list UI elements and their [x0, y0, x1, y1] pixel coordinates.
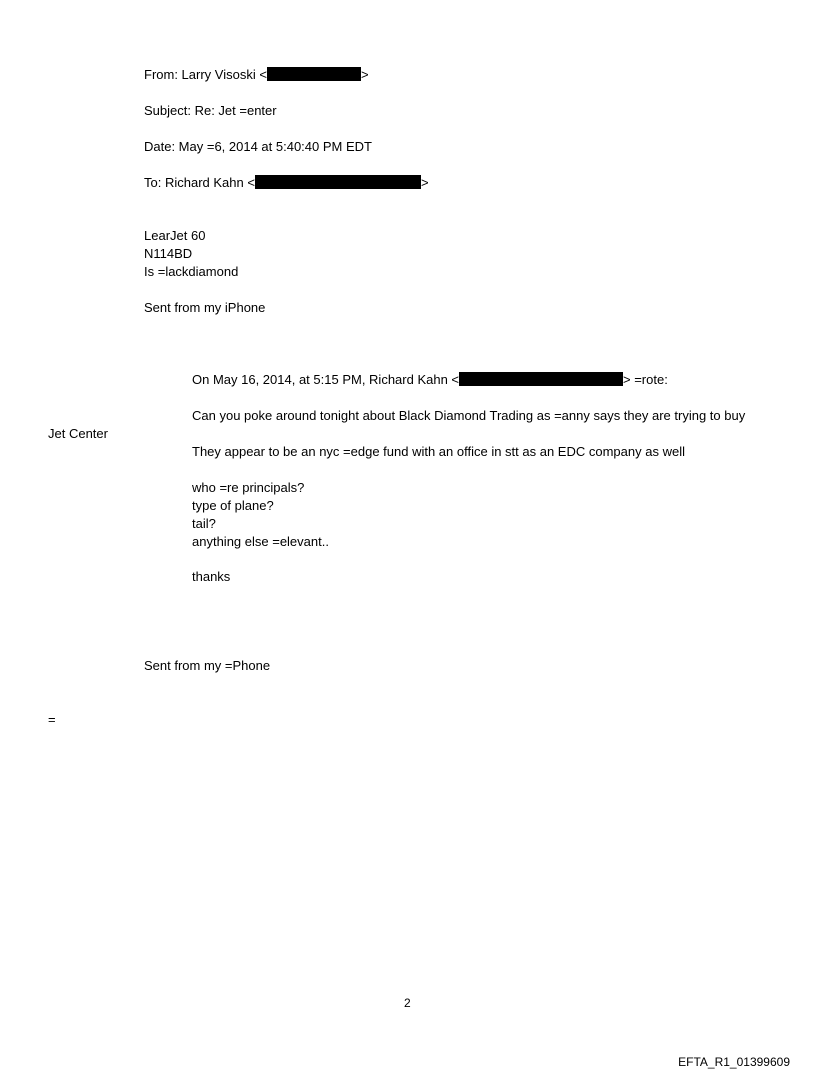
- quoted-intro: [192, 371, 668, 389]
- redaction-bar: [267, 67, 361, 81]
- reply-line-3: Is =lackdiamond: [144, 264, 239, 279]
- redaction-bar: [459, 372, 623, 386]
- page-number: 2: [404, 996, 411, 1010]
- stray-character: =: [48, 712, 56, 727]
- date-line: Date: May =6, 2014 at 5:40:40 PM EDT: [144, 139, 372, 154]
- quoted-paragraph-1: Can you poke around tonight about Black Diamond Trading as =anny says they are trying to buy: [192, 408, 746, 423]
- question-2: type of plane?: [192, 498, 274, 513]
- reply-line-1: LearJet 60: [144, 228, 206, 243]
- redaction-bar: [255, 175, 421, 189]
- to-suffix: >: [420, 175, 429, 190]
- to-line: [144, 174, 429, 192]
- trailing-signature: Sent from my =Phone: [144, 658, 271, 673]
- quoted-thanks: thanks: [192, 569, 231, 584]
- to-label: To: Richard Kahn <: [144, 175, 255, 190]
- reply-signature: Sent from my iPhone: [144, 300, 266, 315]
- quoted-paragraph-2: They appear to be an nyc =edge fund with an office in stt as an EDC company as well: [192, 444, 685, 459]
- question-1: who =re principals?: [192, 480, 305, 495]
- question-4: anything else =elevant..: [192, 534, 329, 549]
- quoted-intro-suffix: > =rote:: [623, 372, 668, 387]
- from-line: [144, 66, 369, 84]
- from-suffix: >: [360, 67, 369, 82]
- margin-note: Jet Center: [48, 426, 108, 441]
- from-label: From: Larry Visoski <: [144, 67, 267, 82]
- reply-line-2: N114BD: [144, 246, 193, 261]
- question-3: tail?: [192, 516, 216, 531]
- document-id: EFTA_R1_01399609: [678, 1055, 790, 1069]
- quoted-intro-text: On May 16, 2014, at 5:15 PM, Richard Kahn <: [192, 372, 460, 387]
- subject-line: Subject: Re: Jet =enter: [144, 103, 277, 118]
